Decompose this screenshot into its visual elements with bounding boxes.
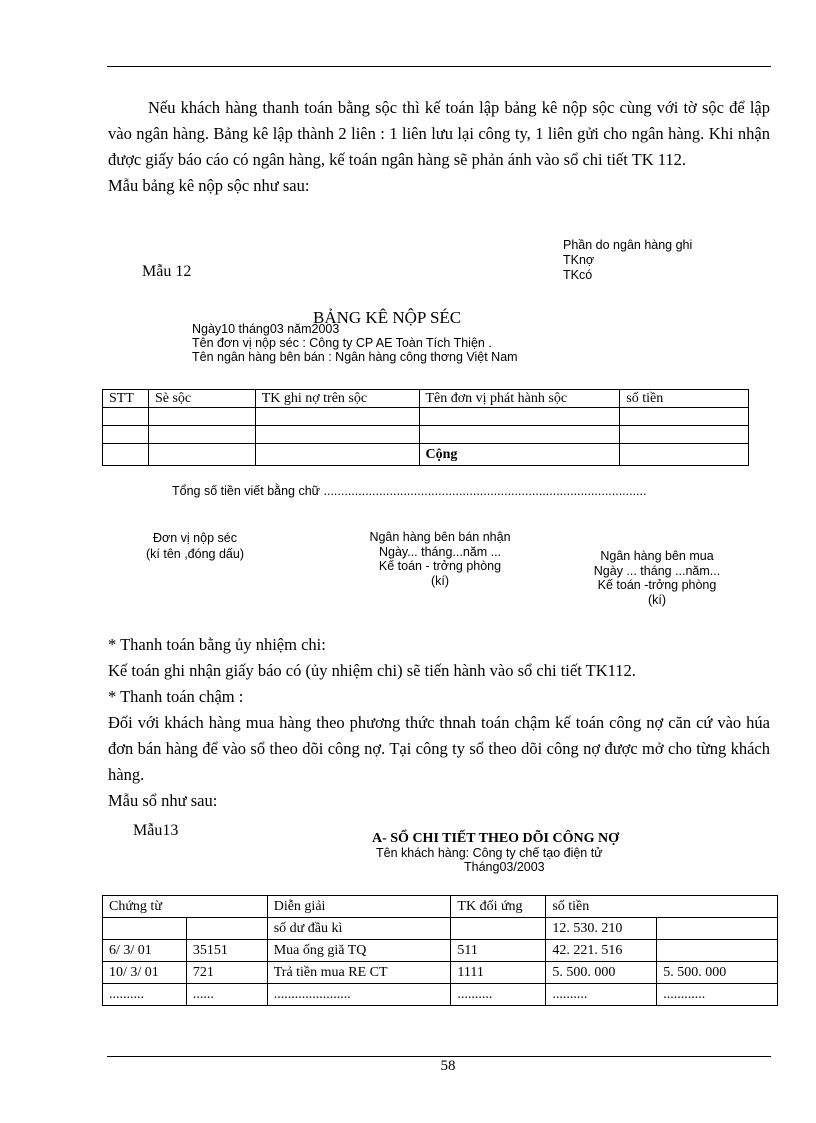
cell: ............ — [657, 984, 778, 1006]
signature-line: (kí) — [647, 592, 667, 607]
form13-month: Tháng03/2003 — [464, 860, 545, 874]
signature-line: Ngân hàng bên mua — [600, 549, 714, 563]
cell: .......... — [103, 984, 187, 1006]
table-total-row — [103, 444, 749, 466]
cell: 42. 221. 516 — [546, 940, 657, 962]
cell — [186, 918, 267, 940]
form12-bank: Tên ngân hàng bên bán : Ngân hàng công thơng Việt Nam — [192, 350, 518, 364]
table-row — [103, 918, 778, 940]
bank-note-line: TKnợ — [563, 253, 595, 267]
table-row — [103, 426, 749, 444]
signature-payer — [120, 530, 270, 562]
cell — [657, 940, 778, 962]
header-cell: TK đối ứng — [451, 896, 546, 918]
cell: 35151 — [186, 940, 267, 962]
cell: Mua ống giă TQ — [267, 940, 451, 962]
amount-in-words: Tổng số tiền viết bằng chữ ............................................................................................. — [172, 484, 647, 498]
cell: ...................... — [267, 984, 451, 1006]
signature-line: Kế toán -trởng phòng — [597, 578, 717, 592]
cell: Trả tiền mua RE CT — [267, 962, 451, 984]
cheque-table — [102, 389, 749, 466]
cell: 5. 500. 000 — [657, 962, 778, 984]
table-header-row — [103, 896, 778, 918]
cell: 12. 530. 210 — [546, 918, 657, 940]
signature-line: Đơn vị nộp séc — [153, 531, 237, 545]
table-row — [103, 962, 778, 984]
form12-payer: Tên đơn vị nộp séc : Công ty CP AE Toàn Tích Thiện . — [192, 336, 492, 350]
cell: 10/ 3/ 01 — [103, 962, 187, 984]
header-cell: số tiền — [546, 896, 778, 918]
cell: 721 — [186, 962, 267, 984]
header-cell: Diễn giải — [267, 896, 451, 918]
bank-note-line: Phần do ngân hàng ghi — [563, 238, 693, 252]
page-number: 58 — [440, 1058, 456, 1074]
table-row — [103, 984, 778, 1006]
sample-intro-13: Mẫu sổ như sau: — [108, 791, 218, 810]
intro-paragraph: Nếu khách hàng thanh toán bằng sộc thì kế toán lập bảng kê nộp sộc cùng với tờ sộc để lập vào ngân hàng. Bảng kê lập thành 2 liên : 1 liên lưu lại công ty, 1 liên gửi cho ngân hàng. Khi nhận được giấy báo cáo có ngân hàng, kế toán ngân hàng sẽ phản ánh vào sổ chi tiết TK 112. — [108, 98, 770, 169]
cell: số dư đầu kì — [267, 918, 451, 940]
signature-line: (kí) — [430, 573, 450, 588]
cell — [451, 918, 546, 940]
header-rule — [107, 66, 771, 67]
header-cell: Tên đơn vị phát hành sộc — [419, 390, 620, 408]
signature-seller-bank — [340, 530, 540, 588]
sample-intro-12: Mẫu bảng kê nộp sộc như sau: — [108, 176, 310, 195]
header-cell: Chứng từ — [103, 896, 268, 918]
signature-line: (kí tên ,đóng dấu) — [146, 547, 244, 561]
signature-line: Ngân hàng bên bán nhận — [369, 530, 511, 544]
table-row — [103, 408, 749, 426]
signature-buyer-bank — [557, 549, 757, 607]
header-cell: TK ghi nợ trên sộc — [255, 390, 419, 408]
table-header-row — [103, 390, 749, 408]
cell: 511 — [451, 940, 546, 962]
total-label: Cộng — [419, 444, 620, 466]
form12-title: BẢNG KÊ NỘP SÉC — [313, 308, 462, 327]
table-row — [103, 940, 778, 962]
form13-customer: Tên khách hàng: Công ty chế tạo điện tử — [376, 846, 603, 860]
form12-label: Mẫu 12 — [142, 263, 192, 280]
signature-line: Ngày... tháng...năm ... — [378, 544, 502, 559]
signature-line: Kế toán - trởng phòng — [378, 559, 502, 573]
header-cell: Sè sộc — [148, 390, 255, 408]
cell: 5. 500. 000 — [546, 962, 657, 984]
intro-section — [108, 95, 770, 199]
cell: ...... — [186, 984, 267, 1006]
header-cell: STT — [103, 390, 149, 408]
section-paragraph: Đối với khách hàng mua hàng theo phương thức thnah toán chậm kế toán công nợ căn cứ vào húa đơn bán hàng để vào sổ theo dõi công nợ. Tại công ty sổ theo dõi công nợ được mở cho từng khách hàng. — [108, 713, 770, 784]
form13-title: A- SỔ CHI TIẾT THEO DÕI CÔNG NỢ — [372, 831, 620, 846]
debt-ledger-table — [102, 895, 778, 1006]
signature-line: Ngày ... tháng ...năm... — [593, 563, 721, 578]
cell: .......... — [546, 984, 657, 1006]
section-heading: * Thanh toán bằng ủy nhiệm chi: — [108, 635, 326, 654]
form13-label: Mẫu13 — [133, 822, 179, 839]
cell — [103, 918, 187, 940]
cell: .......... — [451, 984, 546, 1006]
cell — [657, 918, 778, 940]
form12-date: Ngày10 tháng03 năm2003 — [192, 322, 340, 336]
section-line: Kế toán ghi nhận giấy báo có (ủy nhiệm chi) sẽ tiến hành vào sổ chi tiết TK112. — [108, 661, 636, 680]
section-heading: * Thanh toán chậm : — [108, 687, 244, 706]
bank-note-line: TKcó — [563, 268, 593, 282]
cell: 6/ 3/ 01 — [103, 940, 187, 962]
footer-rule — [107, 1056, 771, 1057]
payment-section — [108, 632, 770, 814]
cell: 1111 — [451, 962, 546, 984]
bank-note — [563, 238, 692, 283]
header-cell: số tiền — [620, 390, 749, 408]
